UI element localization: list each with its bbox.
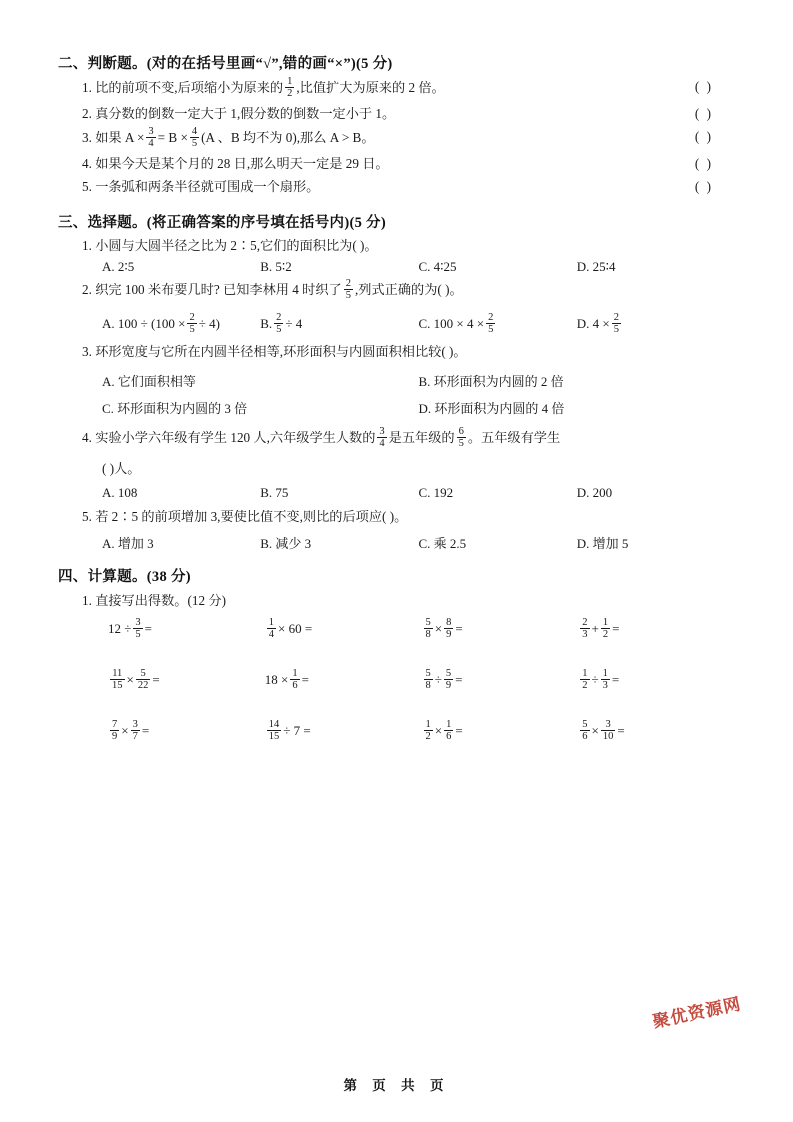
option-b[interactable]: B. $\frac{2}{5}$ ÷ 4 — [260, 311, 303, 336]
choice-options-2 — [58, 313, 735, 337]
question-number: 2. — [82, 105, 92, 121]
fraction-one-sixth: $\frac{1}{6}$ — [446, 718, 452, 742]
fraction-two-fifths: $\frac{2}{5}$ — [276, 311, 282, 336]
fraction-three-tenths: $\frac{3}{10}$ — [602, 718, 614, 742]
option-d[interactable]: D. 增加 5 — [576, 536, 629, 552]
question-stem: 若 2∶5 的前项增加 3,要使比值不变,则比的后项应( )。 — [95, 509, 408, 524]
option-b[interactable]: B. 环形面积为内圆的 2 倍 — [418, 373, 564, 389]
fraction-fourteen-fifteenths: $\frac{14}{15}$ — [268, 718, 280, 742]
choice-question-5 — [58, 507, 735, 527]
fraction-one-half: $\frac{1}{2}$ — [287, 76, 293, 100]
question-number: 5. — [82, 509, 92, 524]
option-d[interactable]: D. 200 — [576, 485, 613, 500]
judgement-question-3 — [58, 127, 735, 151]
choice-options-3a — [58, 371, 735, 390]
fraction-three-sevenths: $\frac{3}{7}$ — [132, 718, 138, 742]
fraction-three-fourths: $\frac{3}{4}$ — [379, 425, 385, 450]
calc-item[interactable]: $\frac{5}{6}$ × $\frac{3}{10}$ = — [582, 718, 625, 742]
watermark-logo — [640, 993, 761, 1071]
fraction-three-fourths: $\frac{3}{4}$ — [148, 126, 154, 150]
question-text: 比的前项不变,后项缩小为原来的 $\frac{1}{2}$ ,比值扩大为原来的 2 倍。 — [95, 76, 445, 100]
judgement-question-2 — [58, 104, 735, 124]
fraction-three-fifths: $\frac{3}{5}$ — [135, 616, 141, 640]
judgement-question-5 — [58, 177, 735, 197]
question-text: 如果 A × $\frac{3}{4}$ = B × $\frac{4}{5}$ (A 、B 均不为 0),那么 A > B。 — [95, 126, 375, 150]
calc-item[interactable]: $\frac{7}{9}$ × $\frac{3}{7}$ = — [112, 718, 150, 742]
fraction-one-third: $\frac{1}{3}$ — [602, 667, 608, 691]
answer-bracket[interactable]: ( ) — [694, 79, 713, 94]
calc-item[interactable]: $\frac{5}{8}$ ÷ $\frac{5}{9}$ = — [425, 667, 463, 691]
option-b[interactable]: B. 75 — [260, 485, 289, 500]
fraction-one-fourth: $\frac{1}{4}$ — [268, 616, 274, 640]
fraction-five-eighths: $\frac{5}{8}$ — [425, 616, 431, 640]
question-stem: 织完 100 米布要几时? 已知李林用 4 时织了 $\frac{2}{5}$ ,列式正确的为( )。 — [95, 278, 463, 302]
option-d[interactable]: D. 25∶4 — [576, 259, 616, 275]
calc-item[interactable]: $\frac{2}{3}$ + $\frac{1}{2}$ = — [582, 616, 620, 640]
option-d[interactable]: D. 环形面积为内圆的 4 倍 — [418, 400, 565, 416]
question-number: 4. — [82, 155, 92, 171]
choice-question-4-line2 — [58, 459, 735, 479]
calc-item[interactable]: 18 × $\frac{1}{6}$ = — [264, 667, 309, 691]
question-number: 3. — [82, 129, 92, 145]
fraction-five-sixths: $\frac{5}{6}$ — [582, 718, 588, 742]
fraction-five-ninths: $\frac{5}{9}$ — [445, 667, 452, 691]
question-text: 一条弧和两条半径就可围成一个扇形。 — [95, 179, 320, 195]
calc-item[interactable]: $\frac{11}{15}$ × $\frac{5}{22}$ = — [112, 667, 160, 691]
option-c[interactable]: C. 192 — [418, 485, 454, 500]
question-number: 1. — [82, 237, 92, 253]
option-d[interactable]: D. 4 × $\frac{2}{5}$ — [576, 311, 619, 336]
fraction-two-fifths: $\frac{2}{5}$ — [613, 311, 619, 336]
choice-question-4 — [58, 427, 735, 451]
option-c[interactable]: C. 乘 2.5 — [418, 536, 467, 552]
question-number: 5. — [82, 179, 92, 195]
question-number: 4. — [82, 429, 92, 445]
fraction-two-fifths: $\frac{2}{5}$ — [345, 278, 351, 302]
calc-item[interactable]: $\frac{1}{4}$ × 60 = — [268, 616, 313, 640]
answer-bracket-people[interactable]: ( )人。 — [102, 460, 141, 476]
choice-options-1 — [58, 259, 735, 275]
option-a[interactable]: A. 2∶5 — [102, 259, 135, 275]
question-text: 真分数的倒数一定大于 1,假分数的倒数一定小于 1。 — [95, 105, 396, 121]
section-heading-judgement: 二、判断题。(对的在括号里画“√”,错的画“×”)(5 分) — [58, 56, 393, 72]
fraction-five-twentyseconds: $\frac{5}{22}$ — [137, 667, 149, 691]
question-number: 2. — [82, 281, 92, 297]
option-a[interactable]: A. 108 — [102, 485, 138, 500]
fraction-eleven-fifteenths: $\frac{11}{15}$ — [112, 667, 123, 691]
calculation-subheading: 1. 直接写出得数。(12 分) — [82, 593, 226, 609]
answer-bracket[interactable]: ( ) — [694, 129, 713, 145]
calc-item[interactable]: $\frac{1}{2}$ ÷ $\frac{1}{3}$ = — [582, 667, 620, 691]
page-footer: 第 页 共 页 — [343, 1078, 450, 1093]
question-stem: 环形宽度与它所在内圆半径相等,环形面积与内圆面积相比较( )。 — [95, 344, 467, 360]
question-stem: 小圆与大圆半径之比为 2∶5,它们的面积比为( )。 — [95, 237, 378, 253]
option-a[interactable]: A. 100 ÷ (100 × $\frac{2}{5}$ ÷ 4) — [102, 311, 220, 336]
section-heading-choice: 三、选择题。(将正确答案的序号填在括号内)(5 分) — [58, 214, 386, 231]
watermark-text: 聚优资源网 — [650, 994, 743, 1032]
option-c[interactable]: C. 环形面积为内圆的 3 倍 — [102, 400, 248, 416]
fraction-two-fifths: $\frac{2}{5}$ — [488, 311, 494, 336]
calc-item[interactable]: $\frac{14}{15}$ ÷ 7 = — [268, 718, 311, 742]
calc-item[interactable]: $\frac{5}{8}$ × $\frac{8}{9}$ = — [425, 616, 463, 640]
choice-options-5 — [58, 533, 735, 552]
option-b[interactable]: B. 减少 3 — [260, 536, 312, 552]
fraction-eight-ninths: $\frac{8}{9}$ — [446, 616, 452, 640]
choice-options-3b — [58, 398, 735, 417]
question-text: 如果今天是某个月的 28 日,那么明天一定是 29 日。 — [95, 155, 389, 171]
choice-question-3 — [58, 342, 735, 362]
calc-item[interactable]: $\frac{1}{2}$ × $\frac{1}{6}$ = — [425, 718, 463, 742]
fraction-two-fifths: $\frac{2}{5}$ — [189, 311, 195, 336]
fraction-one-half: $\frac{1}{2}$ — [425, 718, 431, 742]
judgement-question-4 — [58, 154, 735, 174]
option-a[interactable]: A. 增加 3 — [102, 536, 154, 552]
fraction-one-half: $\frac{1}{2}$ — [602, 616, 609, 640]
fraction-six-fifths: $\frac{6}{5}$ — [458, 425, 464, 450]
fraction-two-thirds: $\frac{2}{3}$ — [582, 616, 588, 640]
fraction-five-eighths: $\frac{5}{8}$ — [425, 667, 431, 691]
question-number: 1. — [82, 79, 92, 95]
option-a[interactable]: A. 它们面积相等 — [102, 373, 196, 389]
question-number: 3. — [82, 344, 92, 360]
fraction-seven-ninths: $\frac{7}{9}$ — [112, 718, 118, 742]
answer-bracket[interactable]: ( ) — [694, 105, 713, 121]
option-b[interactable]: B. 5∶2 — [260, 259, 292, 275]
option-c[interactable]: C. 100 × 4 × $\frac{2}{5}$ — [418, 311, 494, 336]
choice-question-2 — [58, 279, 735, 303]
calc-item[interactable]: 12 ÷ $\frac{3}{5}$ = — [108, 616, 152, 640]
section-heading-calculation: 四、计算题。(38 分) — [58, 569, 191, 586]
choice-question-1 — [58, 236, 735, 256]
calculation-grid — [58, 615, 735, 768]
fraction-one-sixth: $\frac{1}{6}$ — [292, 667, 298, 691]
judgement-question-1 — [58, 77, 735, 101]
choice-options-4 — [58, 485, 735, 501]
fraction-one-half: $\frac{1}{2}$ — [582, 667, 588, 691]
answer-bracket[interactable]: ( ) — [694, 155, 713, 171]
option-c[interactable]: C. 4∶25 — [418, 259, 457, 275]
answer-bracket[interactable]: ( ) — [694, 179, 713, 195]
fraction-four-fifths: $\frac{4}{5}$ — [191, 126, 198, 150]
question-stem: 实验小学六年级有学生 120 人,六年级学生人数的 $\frac{3}{4}$ 是五年级的 $\frac{6}{5}$ 。五年级有学生 — [95, 425, 561, 450]
